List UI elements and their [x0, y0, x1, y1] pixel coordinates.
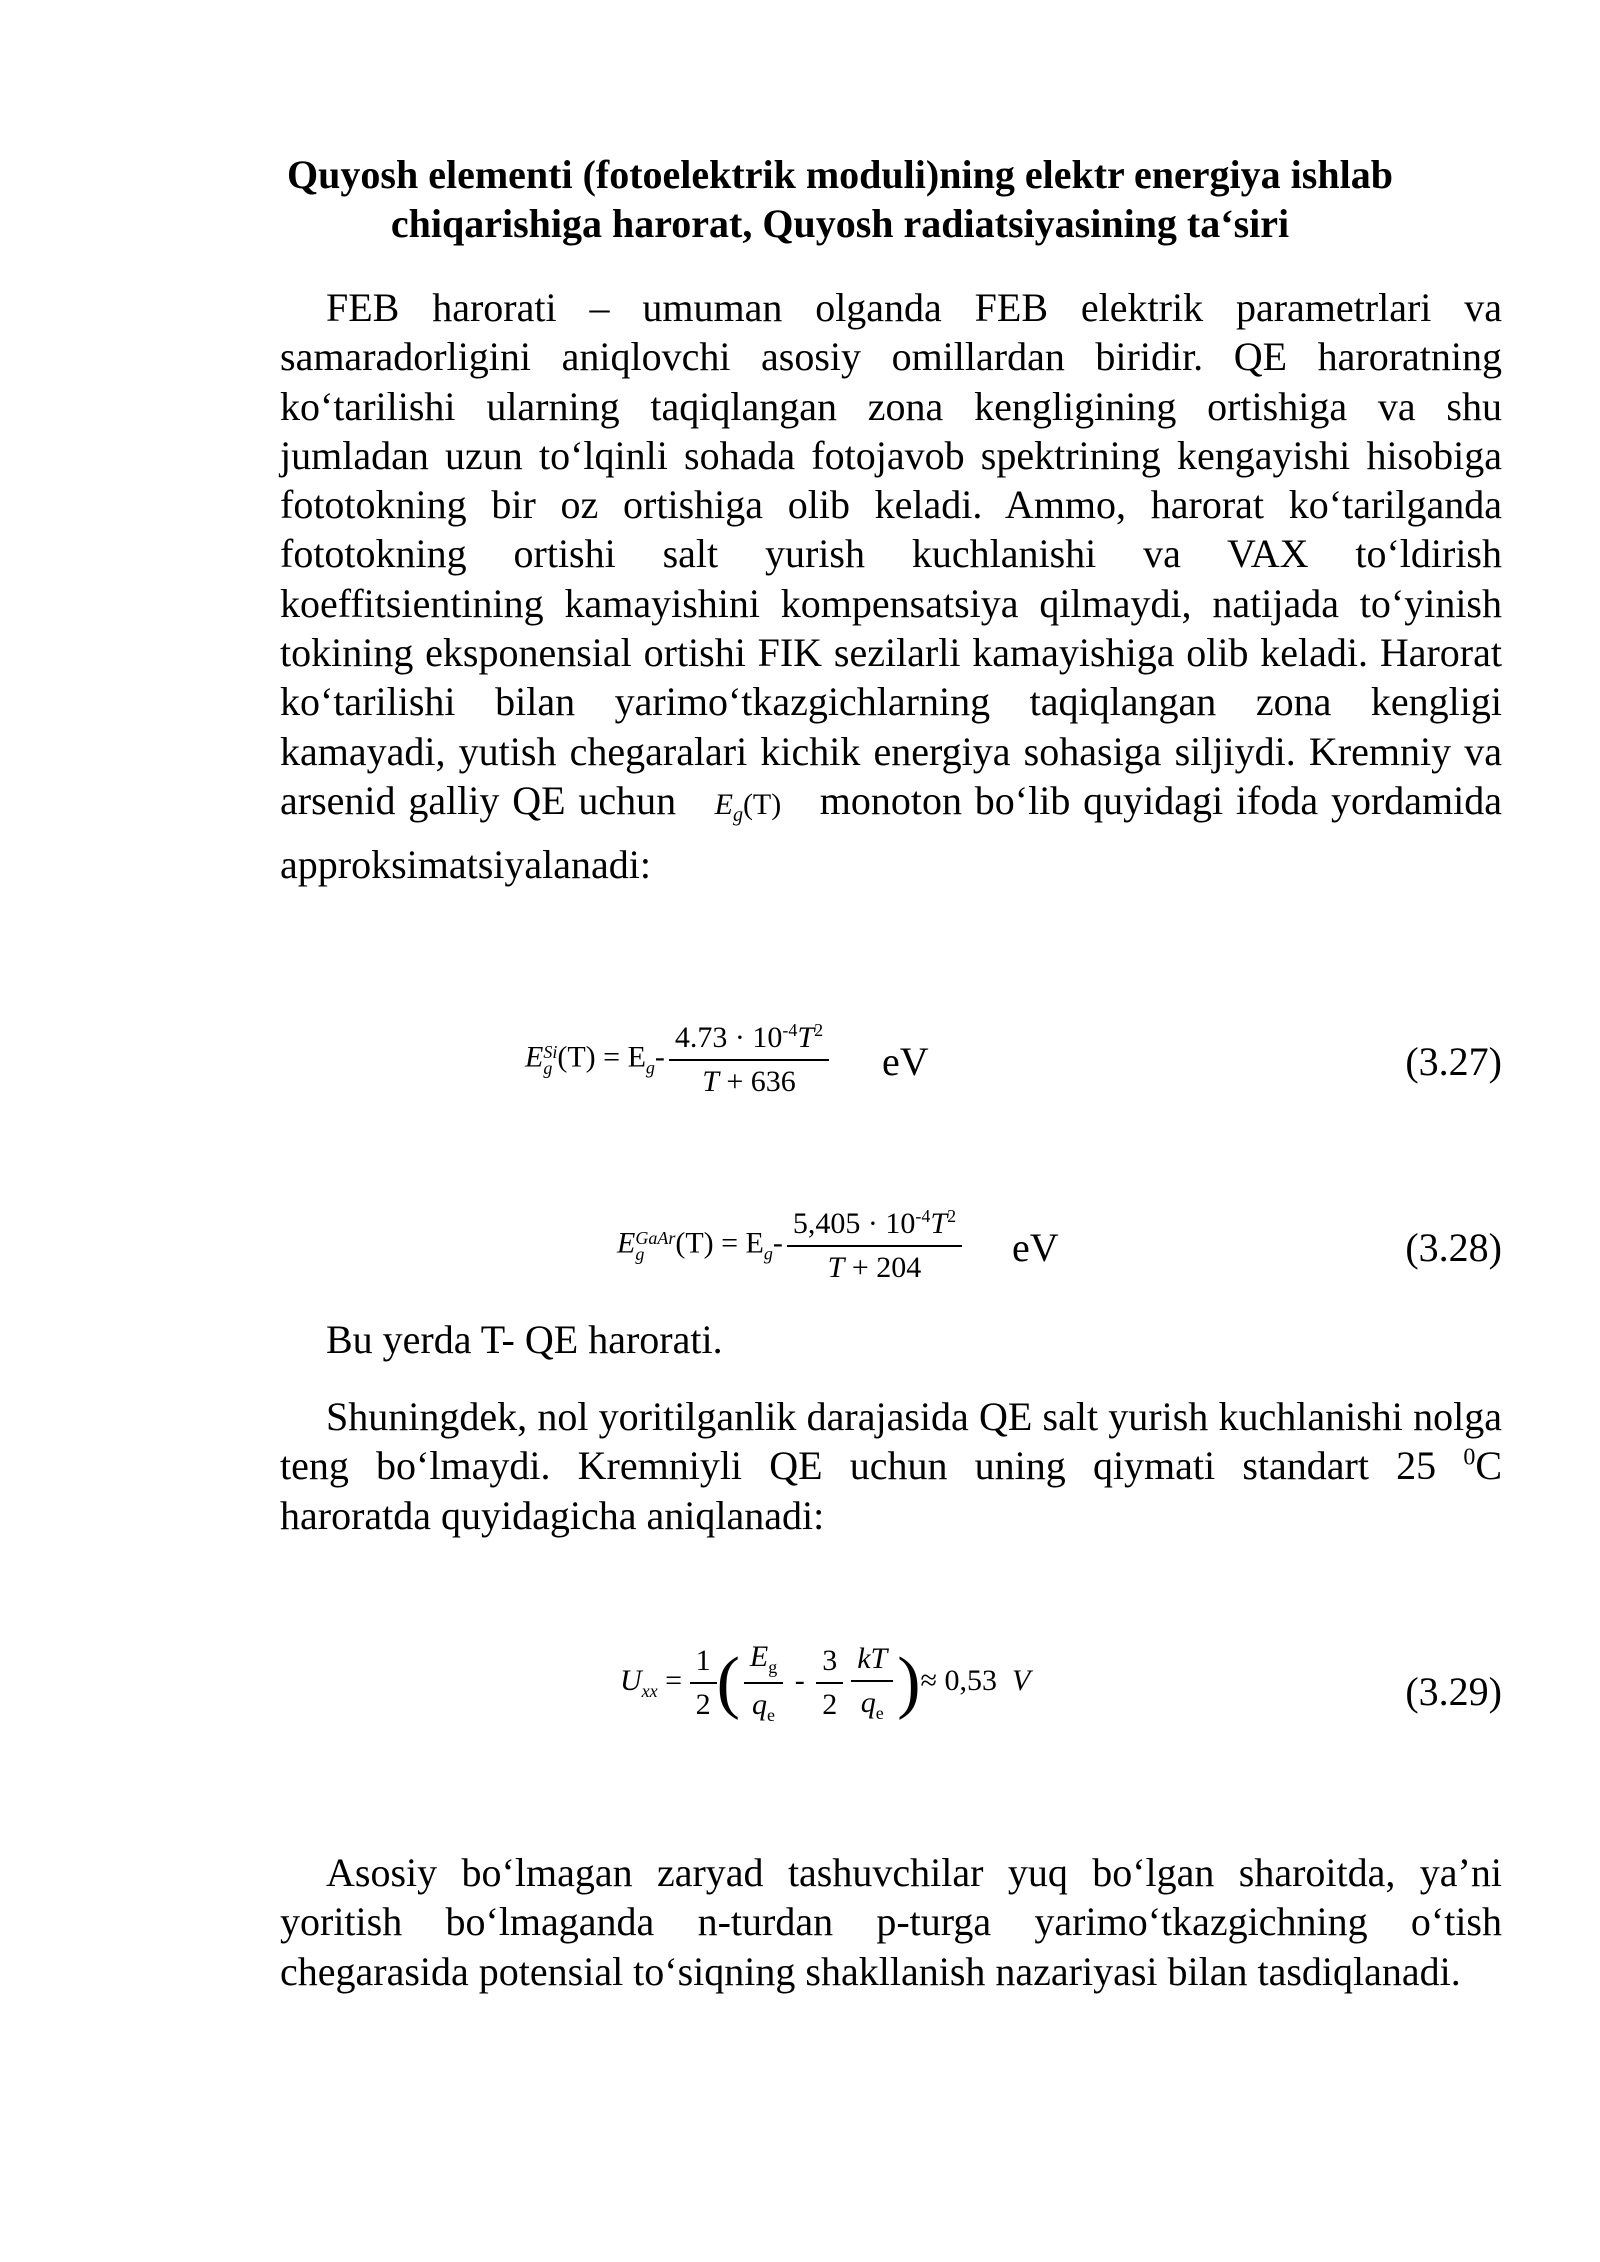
equation-3-28-fraction: $\frac{5,405 \cdot 10^{-4}T^2}{T + 204}$: [787, 1206, 962, 1285]
title-line-2: chiqarishiga harorat, Quyosh radiatsiyasining ta‘siri: [390, 201, 1290, 246]
equation-3-28: [280, 1196, 1502, 1316]
paragraph-minority-carriers: Asosiy bo‘lmagan zaryad tashuvchilar yuq bo‘lgan sharoitda, ya’ni yoritish bo‘lmaganda n-turdan p-turga yarimo‘tkazgichning o‘tish chegarasida potensial to‘siqning shakllanish nazariyasi bilan tasdiqlanadi.: [280, 1850, 1502, 1994]
equation-3-29-formula: $U_{xx}$ = $\frac{1}{2}$ ( $\frac{E_g}{q_e}$ - $\frac{3}{2}$ $\frac{kT}{q_e}$ )≈ 0,53 V: [620, 1640, 1031, 1725]
title-line-1: Quyosh elementi (fotoelektrik moduli)ning elektr energiya ishlab: [287, 152, 1393, 197]
equation-number-3-28: (3.28): [1405, 1225, 1502, 1270]
paragraph-intro: [280, 283, 1502, 890]
equation-3-27-fraction: $\frac{4.73 \cdot 10^{-4}T^2}{T + 636}$: [669, 1020, 829, 1099]
equation-3-27-unit: eV: [882, 1039, 929, 1084]
degree-superscript: 0: [1463, 1444, 1476, 1471]
paragraph-t-definition: Bu yerda T- QE harorati.: [326, 1317, 723, 1362]
equation-number-3-29: (3.29): [1405, 1669, 1502, 1714]
equation-3-27: [280, 1010, 1502, 1130]
section-title: [240, 150, 1440, 248]
right-paren: ): [897, 1644, 921, 1721]
equation-number-3-27: (3.27): [1405, 1039, 1502, 1084]
equation-3-29: [280, 1640, 1502, 1750]
left-paren: (: [716, 1644, 740, 1721]
paragraph-open-circuit: Shuningdek, nol yoritilganlik darajasida QE salt yurish kuchlanishi nolga teng bo‘lmaydi. Kremniyli QE uchun uning qiymati standart 25 $^0$C haroratda quyidagicha aniqlanadi:: [280, 1394, 1503, 1538]
equation-3-28-unit: eV: [1012, 1225, 1059, 1270]
equation-3-27-formula: E Si g $(T) = E_g-$ $\frac{4.73 \cdot 10^{-4}T^2}{T + 636}$: [525, 1020, 833, 1099]
paragraph-intro-tail: monoton bo‘lib quyidagi ifoda yordamida approksimatsiyalanadi:: [280, 777, 1502, 888]
equation-3-28-formula: E GaAr g $(T) = E_g-$ $\frac{5,405 \cdot 10^{-4}T^2}{T + 204}$: [617, 1206, 966, 1285]
paragraph-intro-text: FEB harorati – umuman olganda FEB elektrik parametrlari va samaradorligini aniqlovchi asosiy omillardan biridir. QE haroratning ko‘tarilishi ularning taqiqlangan zona kengligining ortishiga va shu jumladan uzun to‘lqinli sohada fotojavob spektrining kengayishi hisobiga fototokning bir oz ortishiga olib keladi. Ammo, harorat ko‘tarilganda fototokning ortishi salt yurish kuchlanishi va VAX to‘ldirish koeffitsientining kamayishini kompensatsiya qilmaydi, natijada to‘yinish tokining eksponensial ortishi FIK sezilarli kamayishiga olib keladi. Harorat ko‘tarilishi bilan yarimo‘tkazgichlarning taqiqlangan zona kengligi kamayadi, yutish chegaralari kichik energiya sohasiga siljiydi. Kremniy va arsenid galliy QE uchun: [280, 285, 1502, 823]
inline-formula-eg-t: $E_g(T)$: [714, 787, 782, 826]
